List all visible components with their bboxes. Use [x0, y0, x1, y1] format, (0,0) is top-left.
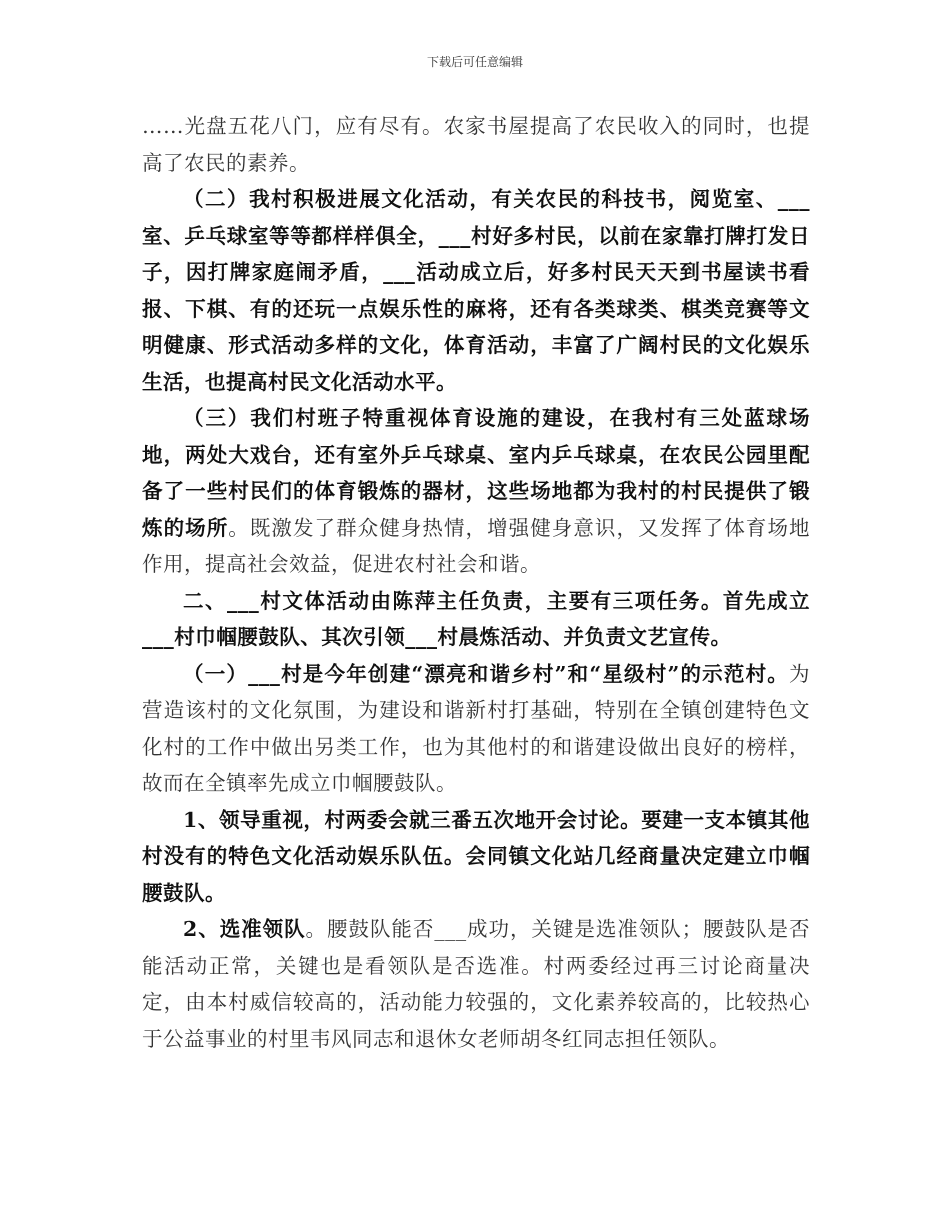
paragraph-6: 1、领导重视，村两委会就三番五次地开会讨论。要建一支本镇其他村没有的特色文化活动娱乐队伍。会同镇文化站几经商量决定建立巾帼腰鼓队。 — [142, 807, 810, 905]
paragraph-3-normal: 。既激发了群众健身热情，增强健身意识，又发挥了体育场地作用，提高社会效益，促进农村社会和谐。 — [142, 515, 811, 576]
paragraph-7 — [142, 911, 810, 1057]
document-body — [142, 108, 810, 1057]
paragraph-3 — [142, 400, 810, 583]
paragraph-1: ……光盘五花八门，应有尽有。农家书屋提高了农民收入的同时，也提高了农民的素养。 — [142, 114, 810, 175]
page-header: 下载后可任意编辑 — [426, 55, 523, 69]
paragraph-4: 二、___村文体活动由陈萍主任负责，主要有三项任务。首先成立___村巾帼腰鼓队、其次引领___村晨炼活动、并负责文艺宣传。 — [142, 588, 810, 649]
paragraph-7-bold: 2、选准领队 — [183, 917, 306, 941]
paragraph-5-normal: 为营造该村的文化氛围，为建设和谐新村打基础，特别在全镇创建特色文化村的工作中做出另类工作，也为其他村的和谐建设做出良好的榜样，故而在全镇率先成立巾帼腰鼓队。 — [142, 661, 810, 795]
paragraph-5-bold: （一）___村是今年创建“漂亮和谐乡村”和“星级村”的示范村。 — [183, 661, 789, 686]
paragraph-5 — [142, 656, 810, 802]
paragraph-2: （二）我村积极进展文化活动，有关农民的科技书，阅览室、___室、乒乓球室等等都样样俱全，___村好多村民，以前在家靠打牌打发日子，因打牌家庭闹矛盾，___活动成立后，好多村民天天到书屋读书看报、下棋、有的还玩一点娱乐性的麻将，还有各类球类、棋类竞赛等文明健康、形式活动多样的文化，体育活动，丰富了广阔村民的文化娱乐生活，也提高村民文化活动水平。 — [142, 187, 810, 394]
paragraph-7-normal: 。腰鼓队能否___成功，关键是选准领队；腰鼓队是否能活动正常，关键也是看领队是否选准。村两委经过再三讨论商量决定，由本村威信较高的，活动能力较强的，文化素养较高的，比较热心于公益事业的村里韦风同志和退休女老师胡冬红同志担任领队。 — [142, 917, 810, 1051]
paragraph-3-bold: （三）我们村班子特重视体育设施的建设，在我村有三处蓝球场地，两处大戏台，还有室外乒乓球桌、室内乒乓球桌，在农民公园里配备了一些村民们的体育锻炼的器材，这些场地都为我村的村民提供了锻炼的场所 — [142, 406, 810, 540]
